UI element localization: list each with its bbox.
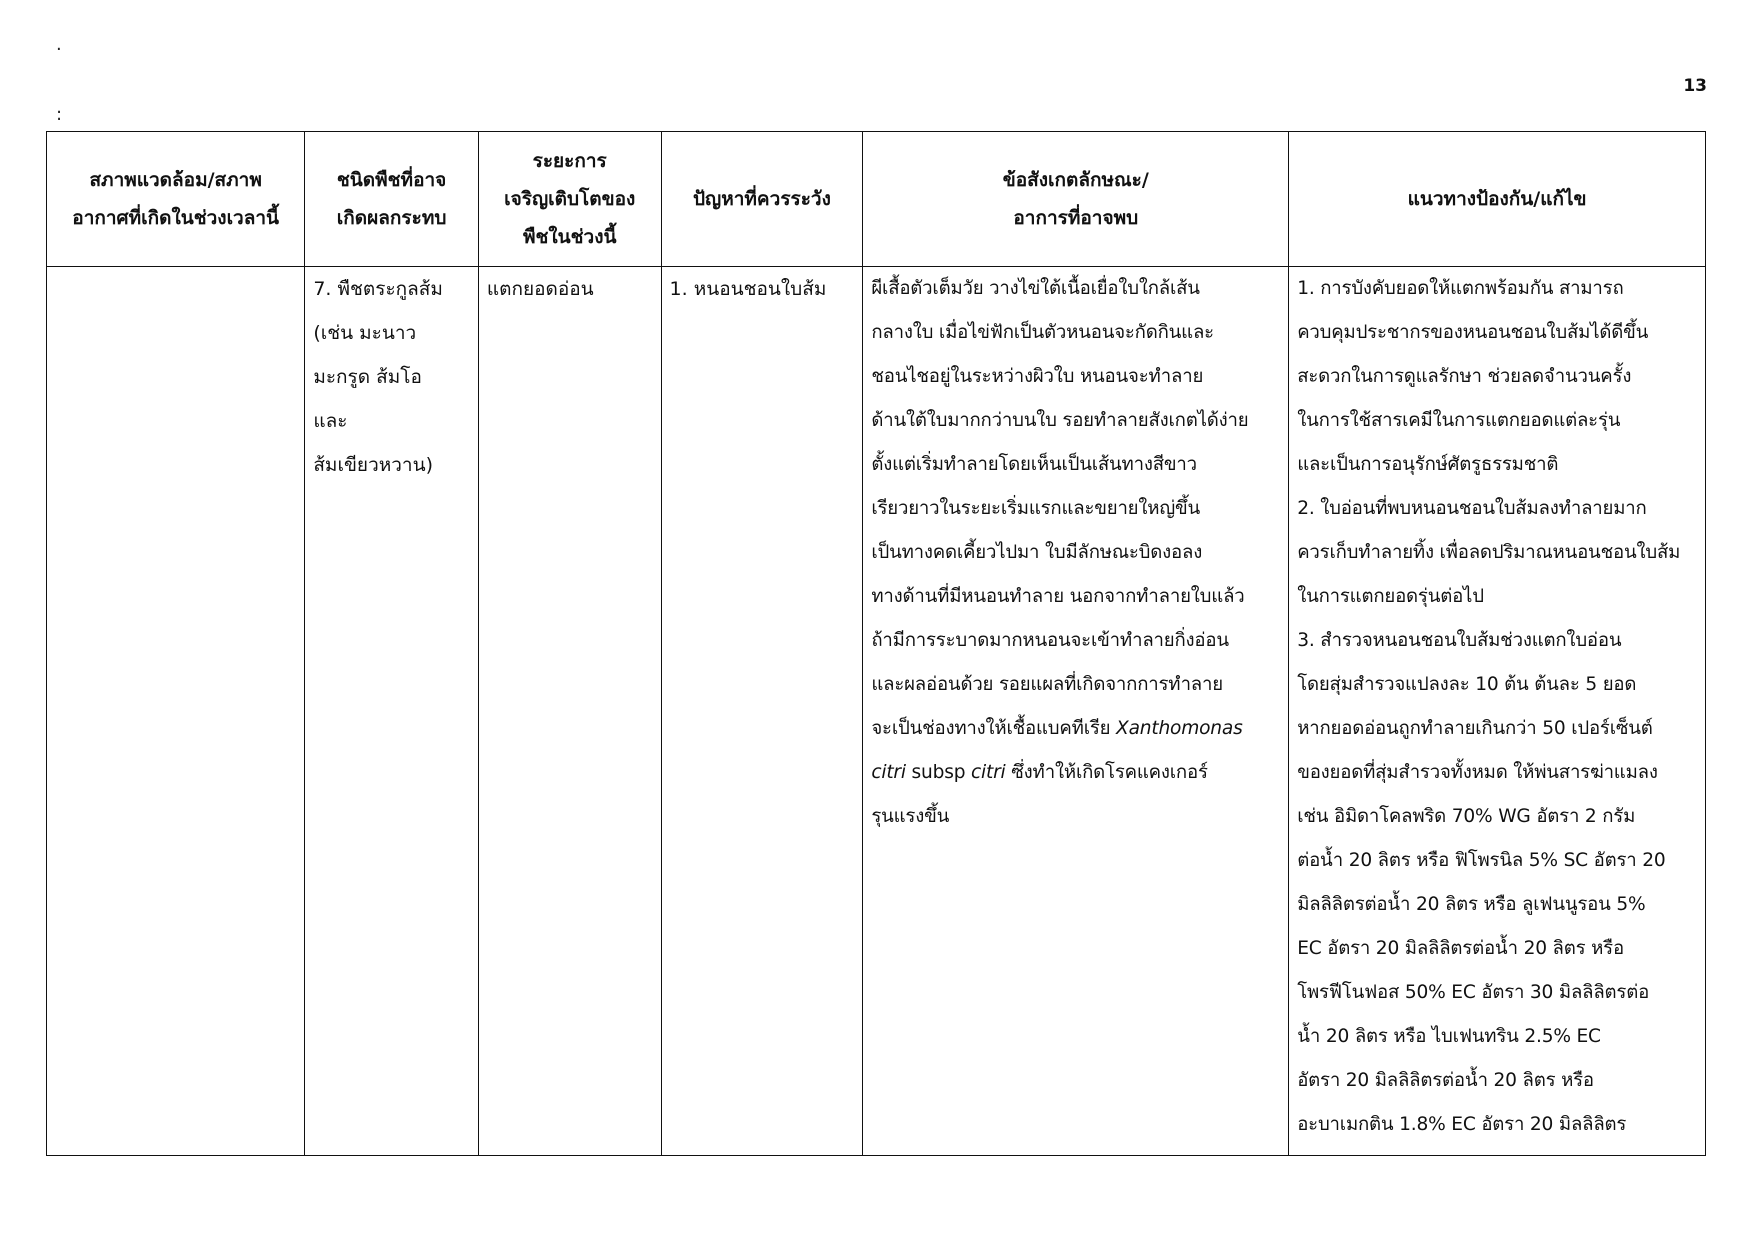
prevention-line: เช่น อิมิดาโคลพริด 70% WG อัตรา 2 กรัม [1297, 806, 1636, 827]
problem-text: 1. หนอนชอนใบส้ม [669, 278, 827, 300]
cell-prevention [1289, 267, 1706, 1156]
header-growth-stage: ระยะการ เจริญเติบโตของ พืชในช่วงนี้ [478, 132, 661, 267]
header-prevention: แนวทางป้องกัน/แก้ไข [1289, 132, 1706, 267]
plant-line: 7. พืชตระกูลส้ม [313, 278, 443, 300]
prevention-line: 2. ใบอ่อนที่พบหนอนชอนใบส้มลงทำลายมาก [1297, 498, 1647, 519]
observation-line: จะเป็นช่องทางให้เชื้อแบคทีเรีย Xanthomonas [871, 718, 1243, 739]
prevention-line: EC อัตรา 20 มิลลิลิตรต่อน้ำ 20 ลิตร หรือ [1297, 938, 1624, 959]
cell-plant [305, 267, 479, 1156]
cell-observation [863, 267, 1289, 1156]
page-number: 13 [1683, 76, 1707, 96]
prevention-line: ควบคุมประชากรของหนอนชอนใบส้มได้ดีขึ้น [1297, 322, 1649, 343]
observation-line: ผีเสื้อตัวเต็มวัย วางไข่ใต้เนื้อเยื่อใบใกล้เส้น [871, 278, 1200, 299]
margin-mark-top: . [56, 34, 62, 55]
header-observation: ข้อสังเกตลักษณะ/ อาการที่อาจพบ [863, 132, 1289, 267]
prevention-line: มิลลิลิตรต่อน้ำ 20 ลิตร หรือ ลูเฟนนูรอน 5% [1297, 894, 1646, 915]
observation-line: ตั้งแต่เริ่มทำลายโดยเห็นเป็นเส้นทางสีขาว [871, 454, 1197, 475]
prevention-line: 3. สำรวจหนอนชอนใบส้มช่วงแตกใบอ่อน [1297, 630, 1622, 651]
table-row [47, 267, 1706, 1156]
prevention-line: อะบาเมกติน 1.8% EC อัตรา 20 มิลลิลิตร [1297, 1114, 1627, 1135]
prevention-line: น้ำ 20 ลิตร หรือ ไบเฟนทริน 2.5% EC [1297, 1026, 1601, 1047]
prevention-line: โพรฟีโนฟอส 50% EC อัตรา 30 มิลลิลิตรต่อ [1297, 982, 1650, 1003]
prevention-line: ควรเก็บทำลายทิ้ง เพื่อลดปริมาณหนอนชอนใบส้ม [1297, 542, 1681, 563]
plant-lines [313, 267, 470, 487]
plant-line: (เช่น มะนาว [313, 322, 417, 344]
observation-line: ชอนไชอยู่ในระหว่างผิวใบ หนอนจะทำลาย [871, 366, 1204, 387]
prevention-line: โดยสุ่มสำรวจแปลงละ 10 ต้น ต้นละ 5 ยอด [1297, 674, 1637, 695]
observation-line: citri subsp citri ซึ่งทำให้เกิดโรคแคงเกอร์ [871, 762, 1208, 783]
cell-growth-stage [478, 267, 661, 1156]
cell-problem [661, 267, 863, 1156]
plant-line: ส้มเขียวหวาน) [313, 454, 433, 476]
observation-line: และผลอ่อนด้วย รอยแผลที่เกิดจากการทำลาย [871, 674, 1223, 695]
header-plant: ชนิดพืชที่อาจ เกิดผลกระทบ [305, 132, 479, 267]
observation-line: เป็นทางคดเคี้ยวไปมา ใบมีลักษณะบิดงอลง [871, 542, 1203, 563]
header-environment: สภาพแวดล้อม/สภาพ อากาศที่เกิดในช่วงเวลานี้ [47, 132, 305, 267]
prevention-line: ต่อน้ำ 20 ลิตร หรือ ฟิโพรนิล 5% SC อัตรา 20 [1297, 850, 1666, 871]
prevention-line: ในการแตกยอดรุ่นต่อไป [1297, 586, 1484, 607]
prevention-line: สะดวกในการดูแลรักษา ช่วยลดจำนวนครั้ง [1297, 366, 1632, 387]
growth-stage-text: แตกยอดอ่อน [486, 278, 594, 300]
observation-line: ถ้ามีการระบาดมากหนอนจะเข้าทำลายกิ่งอ่อน [871, 630, 1229, 651]
observation-lines [871, 267, 1280, 839]
advisory-table [46, 131, 1706, 1156]
prevention-line: ของยอดที่สุ่มสำรวจทั้งหมด ให้พ่นสารฆ่าแมลง [1297, 762, 1658, 783]
prevention-line: ในการใช้สารเคมีในการแตกยอดแต่ละรุ่น [1297, 410, 1621, 431]
plant-line: และ [313, 410, 348, 432]
plant-line: มะกรูด ส้มโอ [313, 366, 422, 388]
observation-line: ทางด้านที่มีหนอนทำลาย นอกจากทำลายใบแล้ว [871, 586, 1245, 607]
prevention-line: 1. การบังคับยอดให้แตกพร้อมกัน สามารถ [1297, 278, 1624, 299]
prevention-line: และเป็นการอนุรักษ์ศัตรูธรรมชาติ [1297, 454, 1559, 475]
header-problem: ปัญหาที่ควรระวัง [661, 132, 863, 267]
prevention-line: หากยอดอ่อนถูกทำลายเกินกว่า 50 เปอร์เซ็นต์ [1297, 718, 1653, 739]
table-header-row [47, 132, 1706, 267]
margin-mark-lower: : [56, 104, 63, 125]
prevention-lines [1297, 267, 1697, 1147]
observation-line: เรียวยาวในระยะเริ่มแรกและขยายใหญ่ขึ้น [871, 498, 1200, 519]
observation-line: กลางใบ เมื่อไข่ฟักเป็นตัวหนอนจะกัดกินและ [871, 322, 1214, 343]
prevention-line: อัตรา 20 มิลลิลิตรต่อน้ำ 20 ลิตร หรือ [1297, 1070, 1594, 1091]
cell-environment [47, 267, 305, 1156]
observation-line: ด้านใต้ใบมากกว่าบนใบ รอยทำลายสังเกตได้ง่าย [871, 410, 1249, 431]
observation-line: รุนแรงขึ้น [871, 806, 950, 827]
